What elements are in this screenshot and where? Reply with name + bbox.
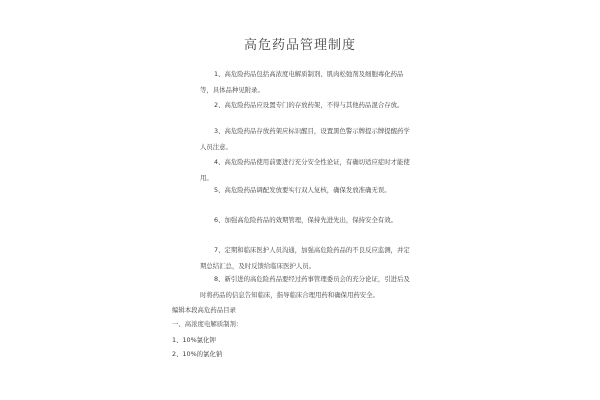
paragraph-6: 6、加强高危险药品的效期管理，保持先进先出，保持安全有效。	[214, 216, 398, 224]
list-item: 2、10%的氯化钠	[172, 350, 223, 358]
paragraph-4: 4、高危险药品使用前要进行充分安全性论证，有确切适应症时才能使用。	[200, 158, 410, 182]
paragraph-1: 1、高危险药品包括高浓度电解质制剂、肌肉松弛剂及细胞毒化药品等，具体品种见附录。	[200, 70, 404, 94]
document-title: 高危药品管理制度	[243, 38, 356, 53]
list-item: 1、10%氯化钾	[172, 336, 216, 344]
paragraph-3: 3、高危险药品存放药架应标识醒目，设置黑色警示牌提示牌提醒药学人员注意。	[200, 127, 410, 151]
paragraph-7: 7、定期和临床医护人员沟通，加强高危险药品的不良反应监测，并定期总结汇总，及时反馈给临床医护人员。	[200, 246, 410, 270]
paragraph-5: 5、高危险药品调配发放要实行双人复核，确保发放准确无误。	[214, 186, 391, 194]
section-heading: 一、高浓度电解质制剂：	[172, 320, 243, 328]
paragraph-8: 8、新引进的高危险药品要经过药事管理委员会的充分论证，引进后及时将药品的信息告知临床，指导临床合理用药和确保用药安全。	[200, 275, 410, 299]
catalog-heading: 编辑本段高危药品目录	[172, 306, 236, 314]
paragraph-2: 2、高危险药品应设置专门的存放药架，不得与其他药品混合存放。	[214, 101, 404, 109]
